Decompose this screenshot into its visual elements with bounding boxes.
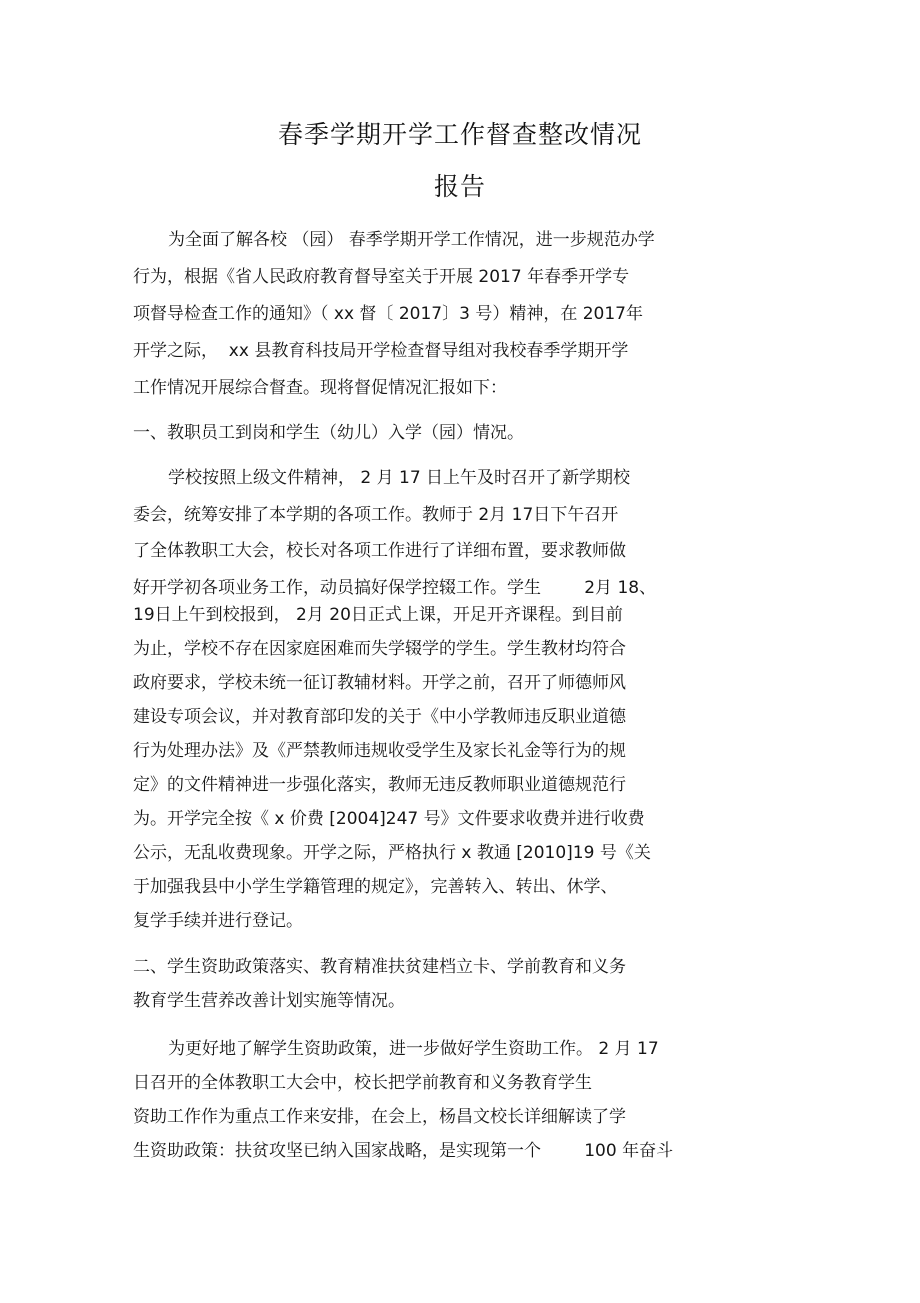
section-heading-1: 一、教职员工到岗和学生（幼儿）入学（园）情况。 [133,423,524,443]
paragraph-3-line-2: 日召开的全体教职工大会中，校长把学前教育和义务教育学生 [133,1073,592,1093]
paragraph-2-line-14: 复学手续并进行登记。 [133,911,303,931]
document-title-line-1: 春季学期开学工作督查整改情况 [277,120,642,149]
paragraph-3-line-3: 资助工作作为重点工作来安排，在会上，杨昌文校长详细解读了学 [133,1107,626,1127]
paragraph-3-line-1: 为更好地了解学生资助政策，进一步做好学生资助工作。 2 月 17 [168,1039,659,1059]
paragraph-1-line-4: 开学之际， xx 县教育科技局开学检查督导组对我校春季学期开学 [133,341,629,361]
section-heading-2-line-1: 二、学生资助政策落实、教育精准扶贫建档立卡、学前教育和义务 [133,957,626,977]
paragraph-2-line-9: 行为处理办法》及《严禁教师违规收受学生及家长礼金等行为的规 [133,741,626,761]
document-title-line-2: 报告 [433,172,486,201]
paragraph-2-line-8: 建设专项会议，并对教育部印发的关于《中小学教师违反职业道德 [133,707,626,727]
paragraph-1-line-2: 行为，根据《省人民政府教育督导室关于开展 2017 年春季开学专 [133,267,630,287]
paragraph-1-line-3: 项督导检查工作的通知》（ xx 督〔 2017〕3 号）精神，在 2017年 [133,304,643,324]
paragraph-2-line-10: 定》的文件精神进一步强化落实，教师无违反教师职业道德规范行 [133,775,626,795]
paragraph-2-line-4: 好开学初各项业务工作，动员搞好保学控辍工作。学生 2月 18、 [133,578,657,598]
paragraph-2-line-11: 为。开学完全按《 x 价费 [2004]247 号》文件要求收费并进行收费 [133,809,645,829]
paragraph-2-line-6: 为止，学校不存在因家庭困难而失学辍学的学生。学生教材均符合 [133,639,626,659]
paragraph-2-line-12: 公示，无乱收费现象。开学之际，严格执行 x 教通 [2010]19 号《关 [133,843,651,863]
section-heading-2-line-2: 教育学生营养改善计划实施等情况。 [133,991,405,1011]
paragraph-2-line-1: 学校按照上级文件精神， 2 月 17 日上午及时召开了新学期校 [168,468,631,488]
paragraph-2-line-2: 委会，统筹安排了本学期的各项工作。教师于 2月 17日下午召开 [133,505,619,525]
paragraph-2-line-3: 了全体教职工大会，校长对各项工作进行了详细布置，要求教师做 [133,541,626,561]
paragraph-2-line-13: 于加强我县中小学生学籍管理的规定》，完善转入、转出、休学、 [133,877,618,897]
paragraph-1-line-1: 为全面了解各校 （园） 春季学期开学工作情况，进一步规范办学 [168,230,655,250]
paragraph-1-line-5: 工作情况开展综合督查。现将督促情况汇报如下： [133,378,507,398]
paragraph-3-line-4: 生资助政策：扶贫攻坚已纳入国家战略，是实现第一个 100 年奋斗 [133,1141,674,1161]
paragraph-2-line-5: 19日上午到校报到， 2月 20日正式上课，开足开齐课程。到目前 [133,605,623,625]
paragraph-2-line-7: 政府要求，学校未统一征订教辅材料。开学之前，召开了师德师风 [133,673,626,693]
